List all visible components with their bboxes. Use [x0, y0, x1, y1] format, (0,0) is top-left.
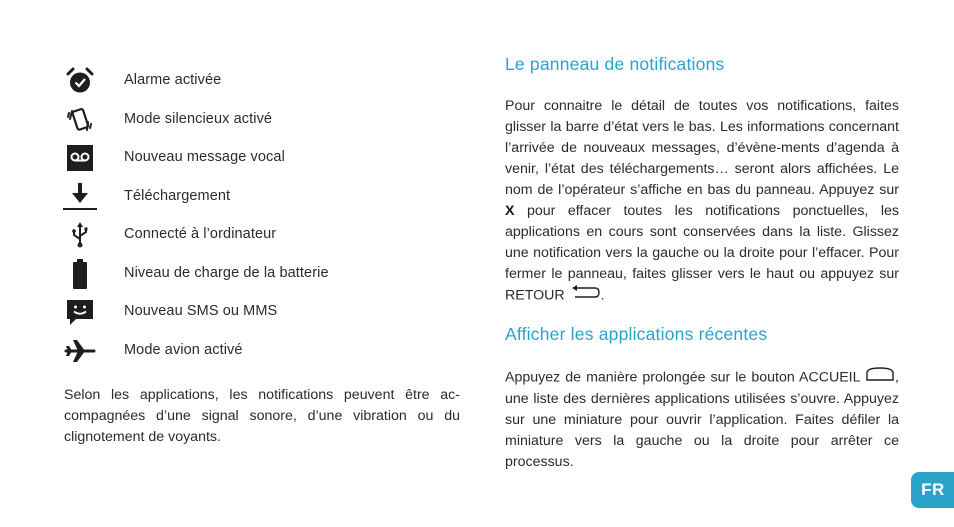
list-item	[62, 333, 462, 372]
list-item-label: Alarme activée	[124, 72, 222, 88]
text-segment: pour effacer toutes les notifications ponctuelles, les applications en cours sont conservées dans la liste. Glissez une notification vers la gauche ou la droite pour l’effacer. Pour fermer le panneau, faites glisser vers le haut ou appuyez sur RETOUR	[505, 203, 899, 304]
vibrate-phone-icon	[62, 104, 98, 136]
status-icons-list	[62, 63, 462, 371]
list-item-label: Mode avion activé	[124, 341, 243, 358]
left-note: Selon les applications, les notifications peuvent être ac-compagnées d’une signal sonore, d’une vibration ou du clignotement de voyants.	[64, 387, 460, 445]
list-item	[62, 102, 462, 141]
recent-apps-title: Afficher les applications récentes	[505, 324, 768, 344]
usb-icon	[62, 219, 98, 251]
list-item	[62, 217, 462, 256]
text-segment: Appuyez de manière prolongée sur le bouton ACCUEIL	[505, 369, 860, 386]
back-arrow-icon	[569, 285, 601, 306]
list-item-label: Mode silencieux activé	[124, 110, 273, 127]
battery-icon	[62, 258, 98, 290]
home-button-icon	[865, 366, 895, 389]
list-item	[62, 63, 462, 102]
list-item-label: Téléchargement	[124, 187, 231, 204]
list-item-label: Nouveau SMS ou MMS	[124, 303, 278, 319]
list-item	[62, 179, 462, 218]
text-segment: , une liste des dernières applications utilisées s’ouvre. Appuyez sur une miniature pour ouvrir l’application. Faites défiler la miniature vers la gauche ou la droite pour arrêter ce processus.	[505, 369, 899, 470]
notifications-paragraph	[505, 96, 899, 306]
airplane-icon	[62, 335, 98, 367]
text-segment: .	[600, 287, 605, 304]
list-item-label: Nouveau message vocal	[124, 149, 285, 165]
language-tab: FR	[911, 472, 954, 508]
alarm-clock-icon	[62, 65, 98, 97]
text-segment: Pour connaitre le détail de toutes vos notifications, faites glisser la barre d’état vers le bas. Les informations concernant l’arrivée de nouveaux messages, d’évène-ments d’agenda à venir, l’état des téléchargements… seront alors affichées. Le nom de l’opérateur s’affiche en bas du panneau. Appuyez sur	[505, 98, 899, 198]
clear-x-symbol: X	[505, 203, 515, 219]
notifications-title: Le panneau de notifications	[505, 54, 725, 74]
list-item-label: Connecté à l’ordinateur	[124, 226, 277, 242]
list-item	[62, 256, 462, 295]
sms-icon	[62, 296, 98, 328]
list-item	[62, 140, 462, 179]
voicemail-icon	[62, 142, 98, 174]
list-item-label: Niveau de charge de la batterie	[124, 264, 329, 281]
download-icon	[62, 181, 98, 213]
list-item	[62, 294, 462, 333]
recent-apps-paragraph	[505, 366, 899, 473]
